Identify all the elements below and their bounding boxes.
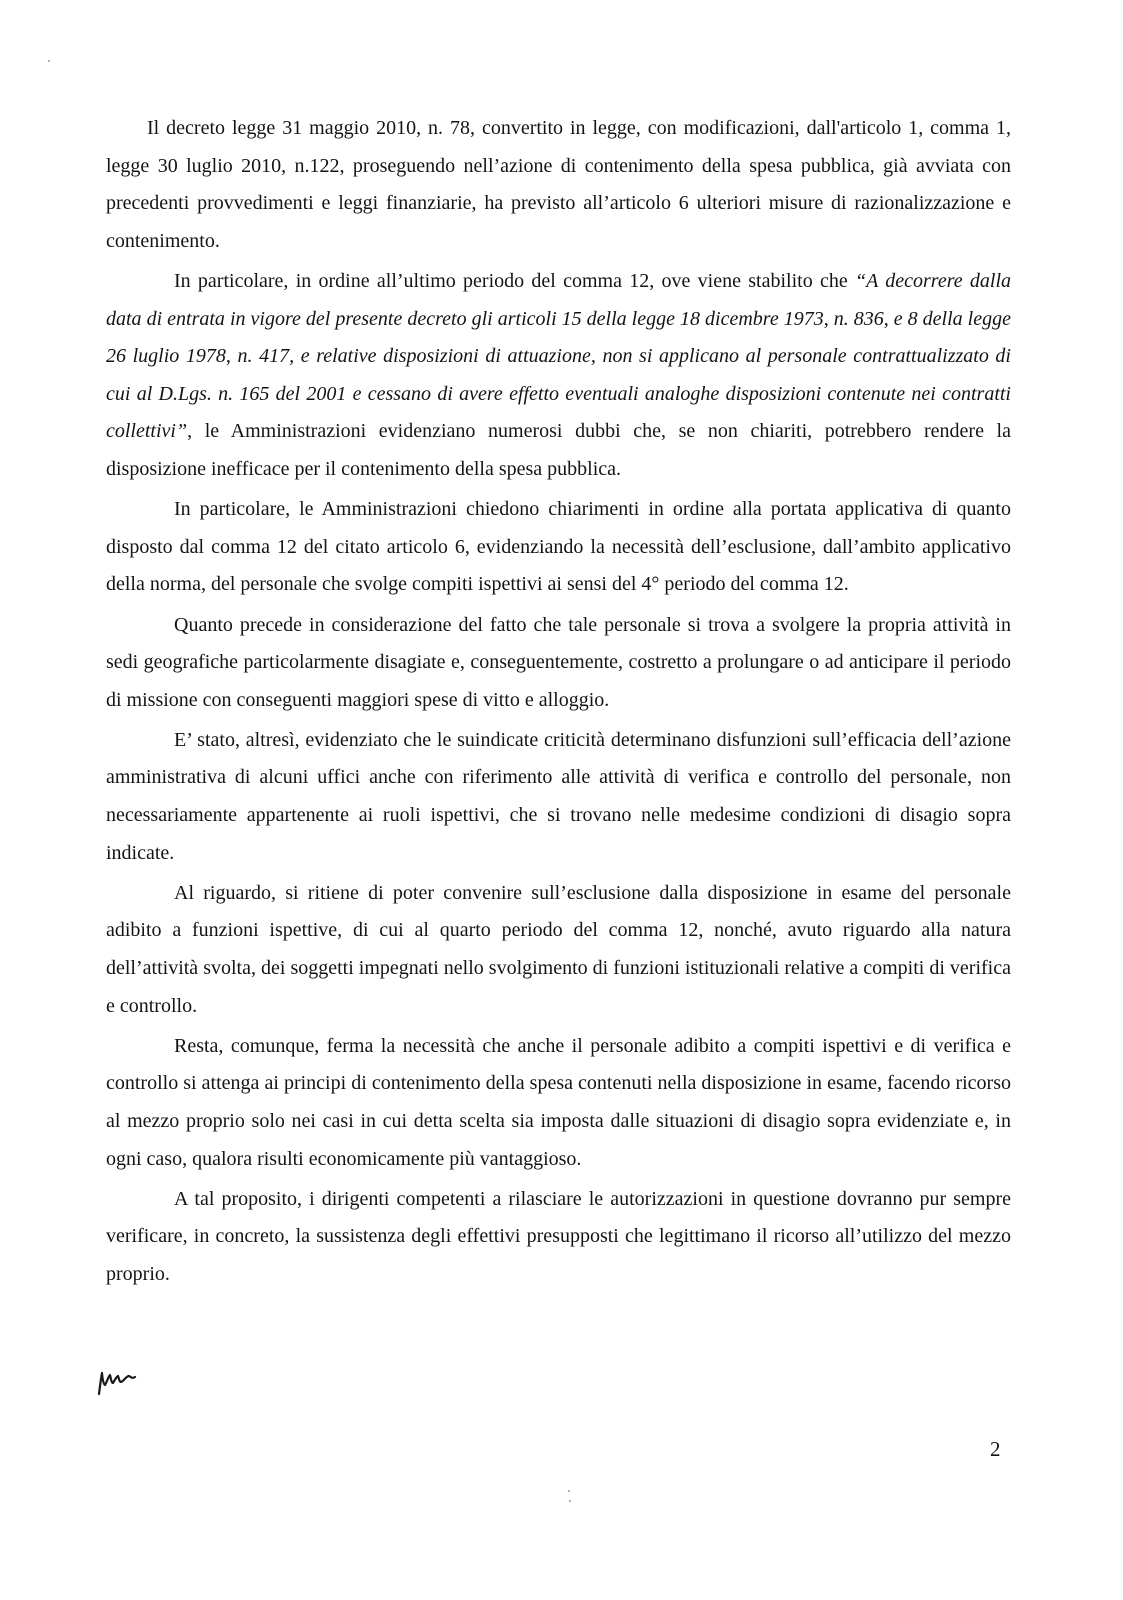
- paragraph-contenimento-spesa: Resta, comunque, ferma la necessità che anche il personale adibito a compiti ispettivi e di verifica e controllo si attenga ai principi di contenimento della spesa contenuti nella disposizione in esame, facendo ricorso al mezzo proprio solo nei casi in cui detta scelta sia imposta dalle situazioni di disagio sopra evidenziate e, in ogni caso, qualora risulti economicamente più vantaggioso.: [106, 1034, 1011, 1170]
- handwritten-initials-icon: [93, 1365, 143, 1397]
- paragraph-comma-12-quote: [106, 263, 1011, 489]
- paragraph-intro-text: In particolare, in ordine all’ultimo periodo del comma 12, ove viene stabilito che: [174, 269, 855, 292]
- paragraph-esclusione: Al riguardo, si ritiene di poter convenire sull’esclusione dalla disposizione in esame del personale adibito a funzioni ispettive, di cui al quarto periodo del comma 12, nonché, avuto riguardo alla natura dell’attività svolta, dei soggetti impegnati nello svolgimento di funzioni istituzionali relative a compiti di verifica e controllo.: [106, 881, 1011, 1017]
- document-body: [106, 110, 1011, 1294]
- paragraph-continuation-text: , le Amministrazioni evidenziano numerosi dubbi che, se non chiariti, potrebbero rendere la disposizione inefficace per il contenimento della spesa pubblica.: [106, 420, 1011, 480]
- paragraph-sedi-disagiate: Quanto precede in considerazione del fatto che tale personale si trova a svolgere la propria attività in sedi geografiche particolarmente disagiate e, conseguentemente, costretto a prolungare o ad anticipare il periodo di missione con conseguenti maggiori spese di vitto e alloggio.: [106, 613, 1011, 711]
- paragraph-chiarimenti: In particolare, le Amministrazioni chiedono chiarimenti in ordine alla portata applicativa di quanto disposto dal comma 12 del citato articolo 6, evidenziando la necessità dell’esclusione, dall’ambito applicativo della norma, del personale che svolge compiti ispettivi ai sensi del 4° periodo del comma 12.: [106, 498, 1011, 596]
- paragraph-decreto-legge: Il decreto legge 31 maggio 2010, n. 78, convertito in legge, con modificazioni, dall'articolo 1, comma 1, legge 30 luglio 2010, n.122, proseguendo nell’azione di contenimento della spesa pubblica, già avviata con precedenti provvedimenti e leggi finanziarie, ha previsto all’articolo 6 ulteriori misure di razionalizzazione e contenimento.: [106, 117, 1011, 252]
- paragraph-criticita: E’ stato, altresì, evidenziato che le suindicate criticità determinano disfunzioni sull’efficacia dell’azione amministrativa di alcuni uffici anche con riferimento alle attività di verifica e controllo del personale, non necessariamente appartenente ai ruoli ispettivi, che si trovano nelle medesime condizioni di disagio sopra indicate.: [106, 728, 1011, 864]
- quoted-provision: “A decorrere dalla data di entrata in vigore del presente decreto gli articoli 15 della legge 18 dicembre 1973, n. 836, e 8 della legge 26 luglio 1978, n. 417, e relative disposizioni di attuazione, non si applicano al personale contrattualizzato di cui al D.Lgs. n. 165 del 2001 e cessano di avere effetto eventuali analoghe disposizioni contenute nei contratti collettivi”: [106, 269, 1012, 443]
- paragraph-autorizzazioni: A tal proposito, i dirigenti competenti a rilasciare le autorizzazioni in questione dovranno pur sempre verificare, in concreto, la sussistenza degli effettivi presupposti che legittimano il ricorso all’utilizzo del mezzo proprio.: [106, 1187, 1011, 1285]
- scan-speck: [48, 60, 50, 62]
- scan-speck: [568, 1490, 570, 1492]
- page-number: 2: [990, 1437, 1001, 1461]
- scan-speck: [569, 1500, 571, 1502]
